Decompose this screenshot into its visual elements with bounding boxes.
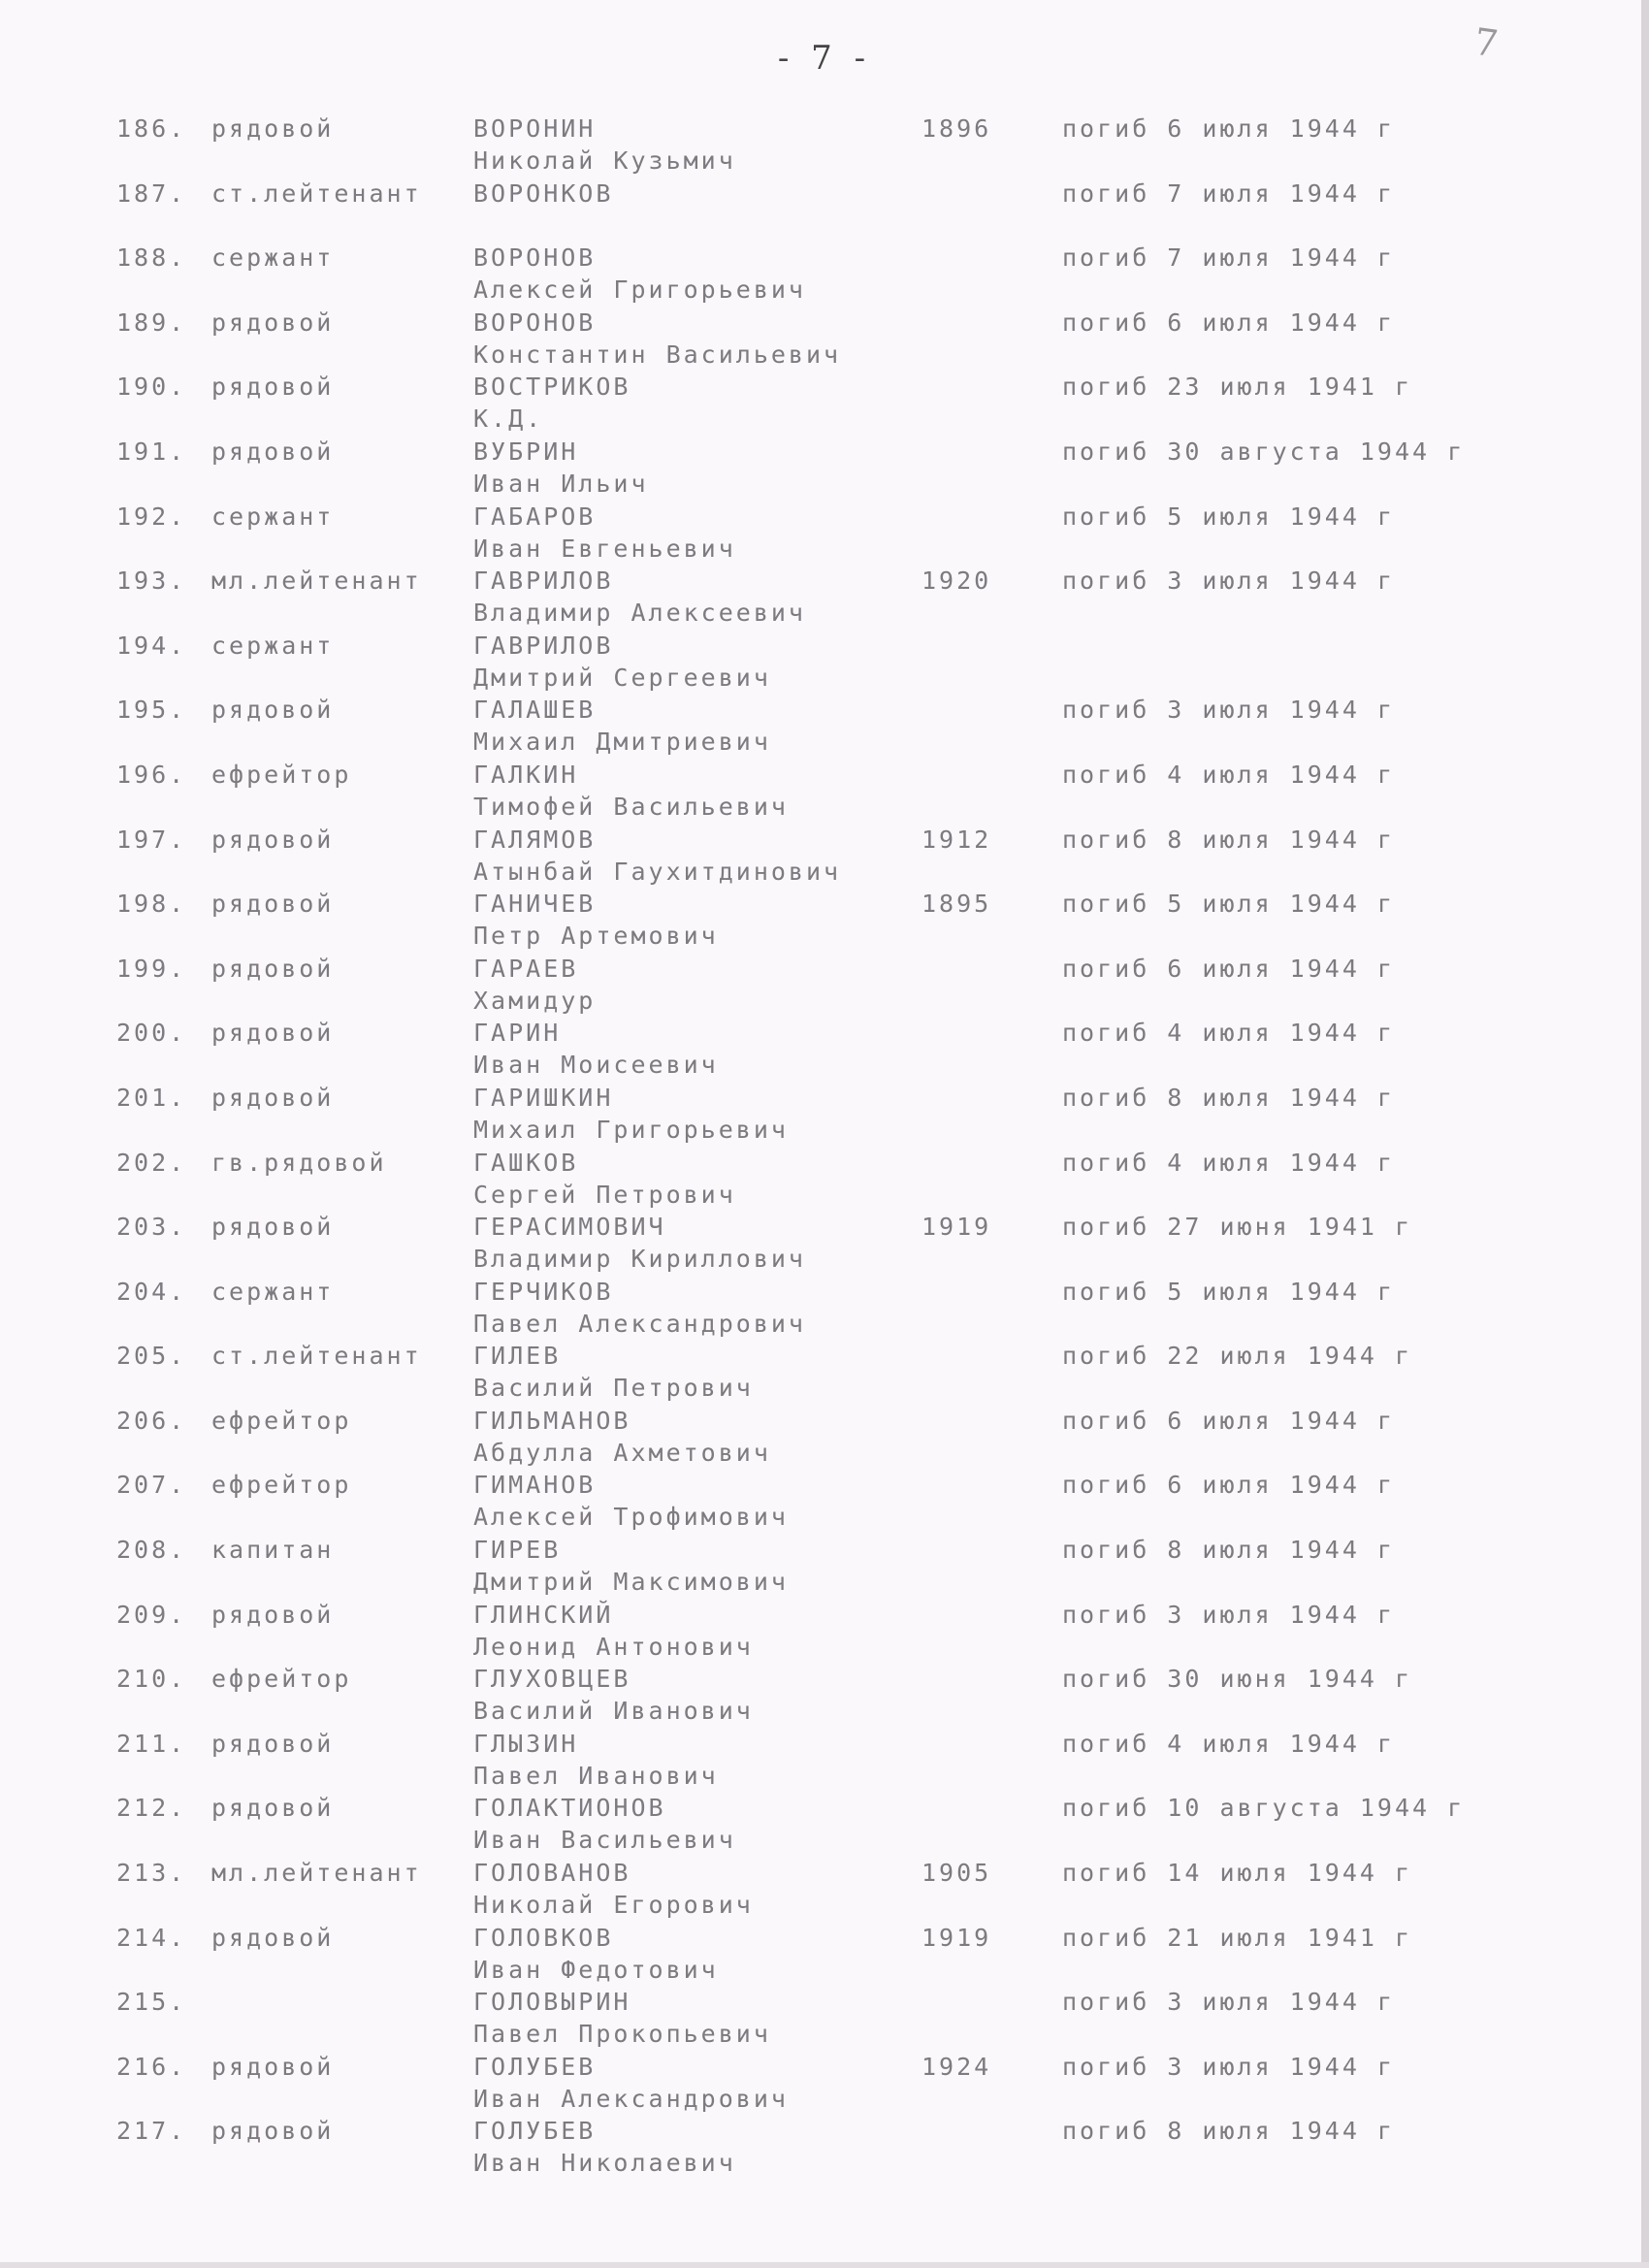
list-item xyxy=(0,1471,1649,1536)
entry-death-date: погиб 4 июля 1944 г xyxy=(1062,1148,1395,1177)
entry-surname: ВУБРИН xyxy=(473,437,579,466)
list-item xyxy=(0,114,1649,179)
entry-number: 217. xyxy=(116,2117,187,2146)
entry-number: 200. xyxy=(116,1019,187,1048)
entry-given-name: Павел Александрович xyxy=(473,1309,806,1338)
entry-surname: ГАВРИЛОВ xyxy=(473,567,614,596)
entry-given-name: Михаил Григорьевич xyxy=(473,1115,789,1144)
list-item xyxy=(0,1278,1649,1343)
entry-rank: сержант xyxy=(211,502,335,531)
entry-rank: рядовой xyxy=(211,825,335,854)
entry-given-name: Николай Егорович xyxy=(473,1891,754,1920)
entry-death-date: погиб 6 июля 1944 г xyxy=(1062,308,1395,337)
entry-given-name: Павел Иванович xyxy=(473,1761,719,1790)
entry-number: 197. xyxy=(116,825,187,854)
entry-death-date: погиб 6 июля 1944 г xyxy=(1062,114,1395,143)
list-item xyxy=(0,502,1649,567)
entry-rank: рядовой xyxy=(211,437,335,466)
entry-given-name: Тимофей Васильевич xyxy=(473,792,789,821)
entry-surname: ГИЛЬМАНОВ xyxy=(473,1406,631,1435)
list-item xyxy=(0,437,1649,502)
entry-given-name: Дмитрий Сергеевич xyxy=(473,663,771,692)
entry-given-name: Иван Николаевич xyxy=(473,2149,736,2178)
entry-surname: ГАВРИЛОВ xyxy=(473,631,614,660)
entry-death-date: погиб 7 июля 1944 г xyxy=(1062,178,1395,208)
entry-given-name: Алексей Григорьевич xyxy=(473,275,806,305)
entry-death-date: погиб 14 июля 1944 г xyxy=(1062,1859,1413,1888)
list-item xyxy=(0,632,1649,697)
entry-death-date: погиб 8 июля 1944 г xyxy=(1062,825,1395,854)
entry-number: 215. xyxy=(116,1988,187,2017)
entry-number: 190. xyxy=(116,373,187,402)
entry-rank: сержант xyxy=(211,1277,335,1306)
entry-rank: ст.лейтенант xyxy=(211,178,422,208)
entry-rank: рядовой xyxy=(211,1213,335,1242)
list-item xyxy=(0,1407,1649,1472)
entry-number: 213. xyxy=(116,1859,187,1888)
entry-rank: рядовой xyxy=(211,1923,335,1952)
entry-death-date: погиб 3 июля 1944 г xyxy=(1062,567,1395,596)
entry-number: 192. xyxy=(116,502,187,531)
entry-number: 206. xyxy=(116,1406,187,1435)
list-item xyxy=(0,1019,1649,1084)
entry-birth-year: 1896 xyxy=(922,114,992,143)
entry-death-date: погиб 8 июля 1944 г xyxy=(1062,2117,1395,2146)
entry-death-date: погиб 5 июля 1944 г xyxy=(1062,1277,1395,1306)
list-item xyxy=(0,373,1649,437)
entry-surname: ГЕРАСИМОВИЧ xyxy=(473,1213,666,1242)
entry-death-date: погиб 22 июля 1944 г xyxy=(1062,1342,1413,1371)
entry-surname: ГЛЫЗИН xyxy=(473,1729,579,1758)
entry-death-date: погиб 5 июля 1944 г xyxy=(1062,502,1395,531)
entry-given-name: Иван Моисеевич xyxy=(473,1051,719,1080)
entry-given-name: Абдулла Ахметович xyxy=(473,1438,771,1467)
entry-surname: ГОЛУБЕВ xyxy=(473,2052,597,2081)
entry-surname: ГОЛОВКОВ xyxy=(473,1923,614,1952)
entry-birth-year: 1912 xyxy=(922,825,992,854)
entry-number: 189. xyxy=(116,308,187,337)
entry-rank: сержант xyxy=(211,243,335,273)
list-item xyxy=(0,308,1649,373)
entry-rank: рядовой xyxy=(211,954,335,983)
entry-death-date: погиб 4 июля 1944 г xyxy=(1062,1729,1395,1758)
entry-surname: ГОЛОВАНОВ xyxy=(473,1859,631,1888)
entry-surname: ГАЛКИН xyxy=(473,760,579,789)
list-item xyxy=(0,1342,1649,1407)
list-item xyxy=(0,955,1649,1020)
entry-given-name: Хамидур xyxy=(473,986,597,1015)
entry-rank: рядовой xyxy=(211,2052,335,2081)
list-item xyxy=(0,1536,1649,1601)
entry-surname: ГАБАРОВ xyxy=(473,502,597,531)
entry-number: 216. xyxy=(116,2052,187,2081)
entry-number: 195. xyxy=(116,696,187,725)
entry-surname: ГОЛОВЫРИН xyxy=(473,1988,631,2017)
entry-number: 194. xyxy=(116,631,187,660)
entry-number: 203. xyxy=(116,1213,187,1242)
entry-given-name: Владимир Кириллович xyxy=(473,1245,806,1274)
list-item xyxy=(0,1988,1649,2053)
entry-surname: ГОЛУБЕВ xyxy=(473,2117,597,2146)
entry-death-date: погиб 8 июля 1944 г xyxy=(1062,1083,1395,1112)
list-item xyxy=(0,761,1649,826)
list-item xyxy=(0,567,1649,632)
entry-surname: ГАЛЯМОВ xyxy=(473,825,597,854)
entry-number: 199. xyxy=(116,954,187,983)
entry-number: 191. xyxy=(116,437,187,466)
list-item xyxy=(0,1665,1649,1730)
entry-rank: рядовой xyxy=(211,890,335,919)
entry-surname: ВОРОНКОВ xyxy=(473,178,614,208)
entry-surname: ГАНИЧЕВ xyxy=(473,890,597,919)
entry-death-date: погиб 8 июля 1944 г xyxy=(1062,1536,1395,1565)
entry-given-name: Иван Ильич xyxy=(473,469,649,498)
entry-number: 211. xyxy=(116,1729,187,1758)
entry-number: 196. xyxy=(116,760,187,789)
entry-given-name: Василий Иванович xyxy=(473,1697,754,1726)
scan-bottom-edge xyxy=(0,2262,1649,2268)
list-item xyxy=(0,1924,1649,1989)
entry-rank: ефрейтор xyxy=(211,1665,352,1694)
entry-given-name: Алексей Трофимович xyxy=(473,1503,789,1532)
list-item xyxy=(0,1601,1649,1666)
entry-rank: гв.рядовой xyxy=(211,1148,387,1177)
entry-number: 207. xyxy=(116,1471,187,1500)
entry-surname: ГЛУХОВЦЕВ xyxy=(473,1665,631,1694)
list-item xyxy=(0,2117,1649,2182)
entry-number: 212. xyxy=(116,1794,187,1823)
handwritten-page-mark: 7 xyxy=(1471,19,1502,66)
entry-given-name: Иван Федотович xyxy=(473,1955,719,1984)
entry-birth-year: 1924 xyxy=(922,2052,992,2081)
entry-given-name: Иван Васильевич xyxy=(473,1826,736,1855)
entry-number: 198. xyxy=(116,890,187,919)
entry-rank: ефрейтор xyxy=(211,1471,352,1500)
entry-given-name: Атынбай Гаухитдинович xyxy=(473,857,842,886)
entry-given-name: Сергей Петрович xyxy=(473,1180,736,1209)
entry-rank: рядовой xyxy=(211,1729,335,1758)
entry-death-date: погиб 7 июля 1944 г xyxy=(1062,243,1395,273)
entry-number: 204. xyxy=(116,1277,187,1306)
entry-given-name: Николай Кузьмич xyxy=(473,146,736,175)
entry-surname: ВОСТРИКОВ xyxy=(473,373,631,402)
entry-death-date: погиб 30 июня 1944 г xyxy=(1062,1665,1413,1694)
entry-birth-year: 1919 xyxy=(922,1213,992,1242)
entry-death-date: погиб 21 июля 1941 г xyxy=(1062,1923,1413,1952)
entry-surname: ГИРЕВ xyxy=(473,1536,562,1565)
page-number: - 7 - xyxy=(777,39,872,78)
list-item xyxy=(0,890,1649,955)
entry-rank: ст.лейтенант xyxy=(211,1342,422,1371)
entry-surname: ГАРАЕВ xyxy=(473,954,579,983)
entry-given-name: К.Д. xyxy=(473,405,544,434)
entry-given-name: Петр Артемович xyxy=(473,922,719,951)
entry-birth-year: 1919 xyxy=(922,1923,992,1952)
entry-rank: сержант xyxy=(211,631,335,660)
entry-given-name: Василий Петрович xyxy=(473,1374,754,1403)
entry-death-date: погиб 3 июля 1944 г xyxy=(1062,696,1395,725)
entry-given-name: Владимир Алексеевич xyxy=(473,599,806,628)
entry-death-date: погиб 4 июля 1944 г xyxy=(1062,760,1395,789)
list-item xyxy=(0,1084,1649,1149)
entry-number: 205. xyxy=(116,1342,187,1371)
entry-surname: ГАРИШКИН xyxy=(473,1083,614,1112)
list-item xyxy=(0,1794,1649,1859)
entry-surname: ВОРОНИН xyxy=(473,114,597,143)
entry-birth-year: 1920 xyxy=(922,567,992,596)
entry-given-name: Леонид Антонович xyxy=(473,1632,754,1661)
entry-rank: мл.лейтенант xyxy=(211,1859,422,1888)
list-item xyxy=(0,1149,1649,1214)
casualty-list xyxy=(0,114,1649,2182)
entry-given-name: Дмитрий Максимович xyxy=(473,1568,789,1597)
entry-rank: рядовой xyxy=(211,373,335,402)
entry-birth-year: 1895 xyxy=(922,890,992,919)
entry-death-date: погиб 6 июля 1944 г xyxy=(1062,1406,1395,1435)
entry-death-date: погиб 3 июля 1944 г xyxy=(1062,1988,1395,2017)
entry-rank: рядовой xyxy=(211,1083,335,1112)
entry-surname: ВОРОНОВ xyxy=(473,308,597,337)
entry-death-date: погиб 23 июля 1941 г xyxy=(1062,373,1413,402)
entry-surname: ВОРОНОВ xyxy=(473,243,597,273)
entry-surname: ГИМАНОВ xyxy=(473,1471,597,1500)
entry-rank: мл.лейтенант xyxy=(211,567,422,596)
entry-number: 187. xyxy=(116,178,187,208)
entry-surname: ГЕРЧИКОВ xyxy=(473,1277,614,1306)
scan-edge xyxy=(1641,0,1649,2268)
entry-death-date: погиб 30 августа 1944 г xyxy=(1062,437,1466,466)
entry-death-date: погиб 6 июля 1944 г xyxy=(1062,1471,1395,1500)
entry-number: 208. xyxy=(116,1536,187,1565)
entry-surname: ГАШКОВ xyxy=(473,1148,579,1177)
entry-given-name: Михаил Дмитриевич xyxy=(473,728,771,757)
entry-death-date: погиб 5 июля 1944 г xyxy=(1062,890,1395,919)
list-item xyxy=(0,2053,1649,2118)
entry-death-date: погиб 10 августа 1944 г xyxy=(1062,1794,1466,1823)
entry-surname: ГИЛЕВ xyxy=(473,1342,562,1371)
entry-given-name: Константин Васильевич xyxy=(473,340,842,369)
entry-death-date: погиб 6 июля 1944 г xyxy=(1062,954,1395,983)
entry-number: 214. xyxy=(116,1923,187,1952)
entry-surname: ГАРИН xyxy=(473,1019,562,1048)
list-item xyxy=(0,179,1649,244)
list-item xyxy=(0,1730,1649,1795)
entry-number: 201. xyxy=(116,1083,187,1112)
entry-rank: рядовой xyxy=(211,114,335,143)
entry-number: 210. xyxy=(116,1665,187,1694)
entry-death-date: погиб 27 июня 1941 г xyxy=(1062,1213,1413,1242)
entry-death-date: погиб 4 июля 1944 г xyxy=(1062,1019,1395,1048)
entry-number: 186. xyxy=(116,114,187,143)
entry-number: 193. xyxy=(116,567,187,596)
entry-rank: рядовой xyxy=(211,1600,335,1629)
list-item xyxy=(0,1859,1649,1924)
entry-surname: ГЛИНСКИЙ xyxy=(473,1600,614,1629)
entry-rank: ефрейтор xyxy=(211,760,352,789)
entry-rank: рядовой xyxy=(211,1019,335,1048)
list-item xyxy=(0,243,1649,308)
entry-rank: капитан xyxy=(211,1536,335,1565)
entry-rank: рядовой xyxy=(211,696,335,725)
entry-given-name: Павел Прокопьевич xyxy=(473,2020,771,2049)
entry-rank: рядовой xyxy=(211,2117,335,2146)
list-item xyxy=(0,826,1649,891)
entry-death-date: погиб 3 июля 1944 г xyxy=(1062,2052,1395,2081)
entry-death-date: погиб 3 июля 1944 г xyxy=(1062,1600,1395,1629)
list-item xyxy=(0,1213,1649,1278)
entry-rank: ефрейтор xyxy=(211,1406,352,1435)
entry-surname: ГАЛАШЕВ xyxy=(473,696,597,725)
entry-rank: рядовой xyxy=(211,308,335,337)
entry-number: 209. xyxy=(116,1600,187,1629)
entry-birth-year: 1905 xyxy=(922,1859,992,1888)
entry-given-name: Иван Евгеньевич xyxy=(473,534,736,563)
entry-number: 188. xyxy=(116,243,187,273)
entry-number: 202. xyxy=(116,1148,187,1177)
list-item xyxy=(0,696,1649,761)
entry-surname: ГОЛАКТИОНОВ xyxy=(473,1794,666,1823)
entry-rank: рядовой xyxy=(211,1794,335,1823)
entry-given-name: Иван Александрович xyxy=(473,2084,789,2113)
